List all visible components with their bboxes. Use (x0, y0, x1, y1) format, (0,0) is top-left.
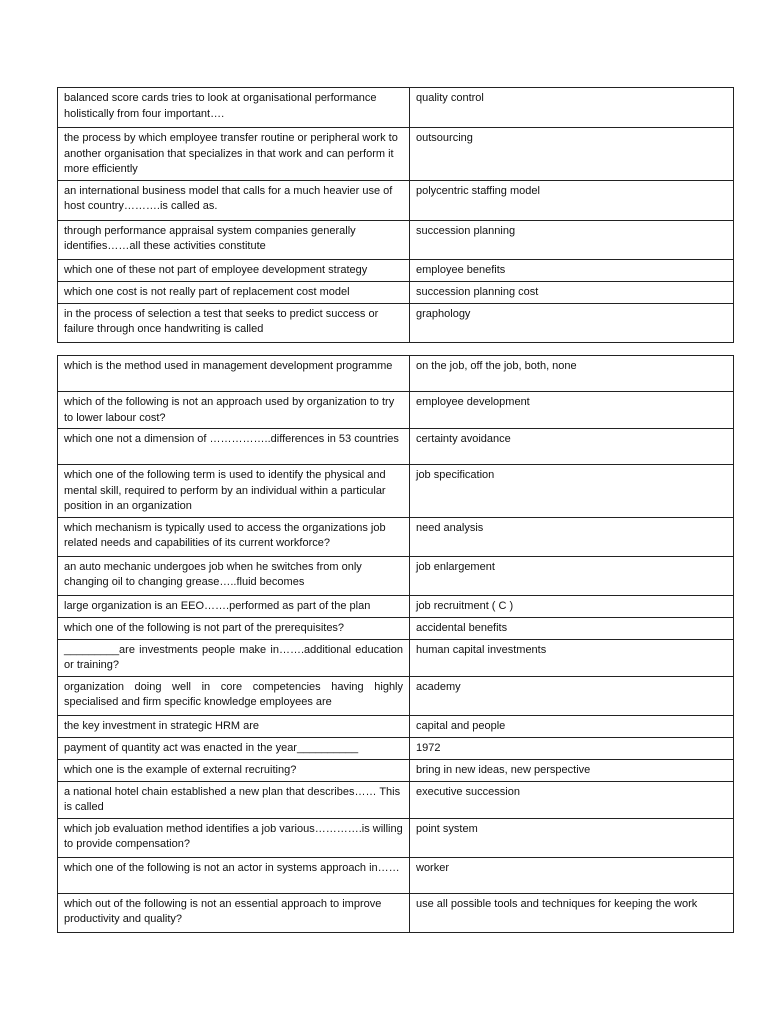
question-cell: which out of the following is not an essential approach to improve productivity and quality? (58, 893, 410, 932)
table-row (58, 857, 734, 893)
answer-cell: executive succession (410, 781, 734, 818)
answer-cell: quality control (410, 88, 734, 128)
answer-cell: job enlargement (410, 556, 734, 595)
table-row (58, 88, 734, 128)
table-row (58, 818, 734, 857)
table-row (58, 737, 734, 759)
question-cell: which one of the following term is used to identify the physical and mental skill, required to perform by an individual within a particular position in an organization (58, 465, 410, 518)
answer-cell: 1972 (410, 737, 734, 759)
answer-cell: graphology (410, 303, 734, 342)
question-cell: the process by which employee transfer routine or peripheral work to another organisation that specializes in that work and can perform it more efficiently (58, 128, 410, 181)
question-cell: payment of quantity act was enacted in the year__________ (58, 737, 410, 759)
question-cell: which one of the following is not an actor in systems approach in…… (58, 857, 410, 893)
answer-cell: academy (410, 676, 734, 715)
question-cell: a national hotel chain established a new plan that describes…… This is called (58, 781, 410, 818)
question-cell: balanced score cards tries to look at organisational performance holistically from four important…. (58, 88, 410, 128)
question-cell: organization doing well in core competencies having highly specialised and firm specific knowledge employees are (58, 676, 410, 715)
question-cell: which one of these not part of employee development strategy (58, 259, 410, 281)
answer-cell: certainty avoidance (410, 429, 734, 465)
answer-cell: point system (410, 818, 734, 857)
answer-cell: bring in new ideas, new perspective (410, 759, 734, 781)
question-cell: which one not a dimension of ……………..differences in 53 countries (58, 429, 410, 465)
question-cell: in the process of selection a test that seeks to predict success or failure through once handwriting is called (58, 303, 410, 342)
table-row (58, 715, 734, 737)
answer-cell: succession planning cost (410, 281, 734, 303)
answer-cell: succession planning (410, 220, 734, 259)
table-row (58, 356, 734, 392)
question-cell: which of the following is not an approach used by organization to try to lower labour cost? (58, 392, 410, 429)
question-cell: _________are investments people make in…….additional education or training? (58, 639, 410, 676)
table-row (58, 517, 734, 556)
table-row (58, 180, 734, 220)
answer-cell: on the job, off the job, both, none (410, 356, 734, 392)
question-cell: which is the method used in management development programme (58, 356, 410, 392)
table-row (58, 617, 734, 639)
table-row (58, 639, 734, 676)
question-cell: which mechanism is typically used to access the organizations job related needs and capabilities of its current workforce? (58, 517, 410, 556)
answer-cell: use all possible tools and techniques for keeping the work (410, 893, 734, 932)
table-row (58, 303, 734, 342)
question-cell: which one of the following is not part of the prerequisites? (58, 617, 410, 639)
question-cell: an auto mechanic undergoes job when he switches from only changing oil to changing grease…..fluid becomes (58, 556, 410, 595)
table-row (58, 281, 734, 303)
table-row (58, 556, 734, 595)
table-row (58, 392, 734, 429)
table-row (58, 220, 734, 259)
qa-table-1 (57, 87, 734, 343)
question-cell: which one cost is not really part of replacement cost model (58, 281, 410, 303)
table-row (58, 128, 734, 181)
question-cell: the key investment in strategic HRM are (58, 715, 410, 737)
answer-cell: employee development (410, 392, 734, 429)
table-row (58, 676, 734, 715)
answer-cell: polycentric staffing model (410, 180, 734, 220)
answer-cell: employee benefits (410, 259, 734, 281)
answer-cell: worker (410, 857, 734, 893)
question-cell: through performance appraisal system companies generally identifies……all these activities constitute (58, 220, 410, 259)
answer-cell: capital and people (410, 715, 734, 737)
table-row (58, 465, 734, 518)
question-cell: which job evaluation method identifies a job various………….is willing to provide compensation? (58, 818, 410, 857)
table-row (58, 759, 734, 781)
answer-cell: human capital investments (410, 639, 734, 676)
answer-cell: accidental benefits (410, 617, 734, 639)
answer-cell: need analysis (410, 517, 734, 556)
answer-cell: job recruitment ( C ) (410, 595, 734, 617)
answer-cell: outsourcing (410, 128, 734, 181)
table-row (58, 781, 734, 818)
question-cell: large organization is an EEO…….performed as part of the plan (58, 595, 410, 617)
table-row (58, 259, 734, 281)
question-cell: which one is the example of external recruiting? (58, 759, 410, 781)
question-cell: an international business model that calls for a much heavier use of host country……….is called as. (58, 180, 410, 220)
table-row (58, 429, 734, 465)
table-row (58, 595, 734, 617)
qa-table-2 (57, 355, 734, 933)
table-row (58, 893, 734, 932)
answer-cell: job specification (410, 465, 734, 518)
